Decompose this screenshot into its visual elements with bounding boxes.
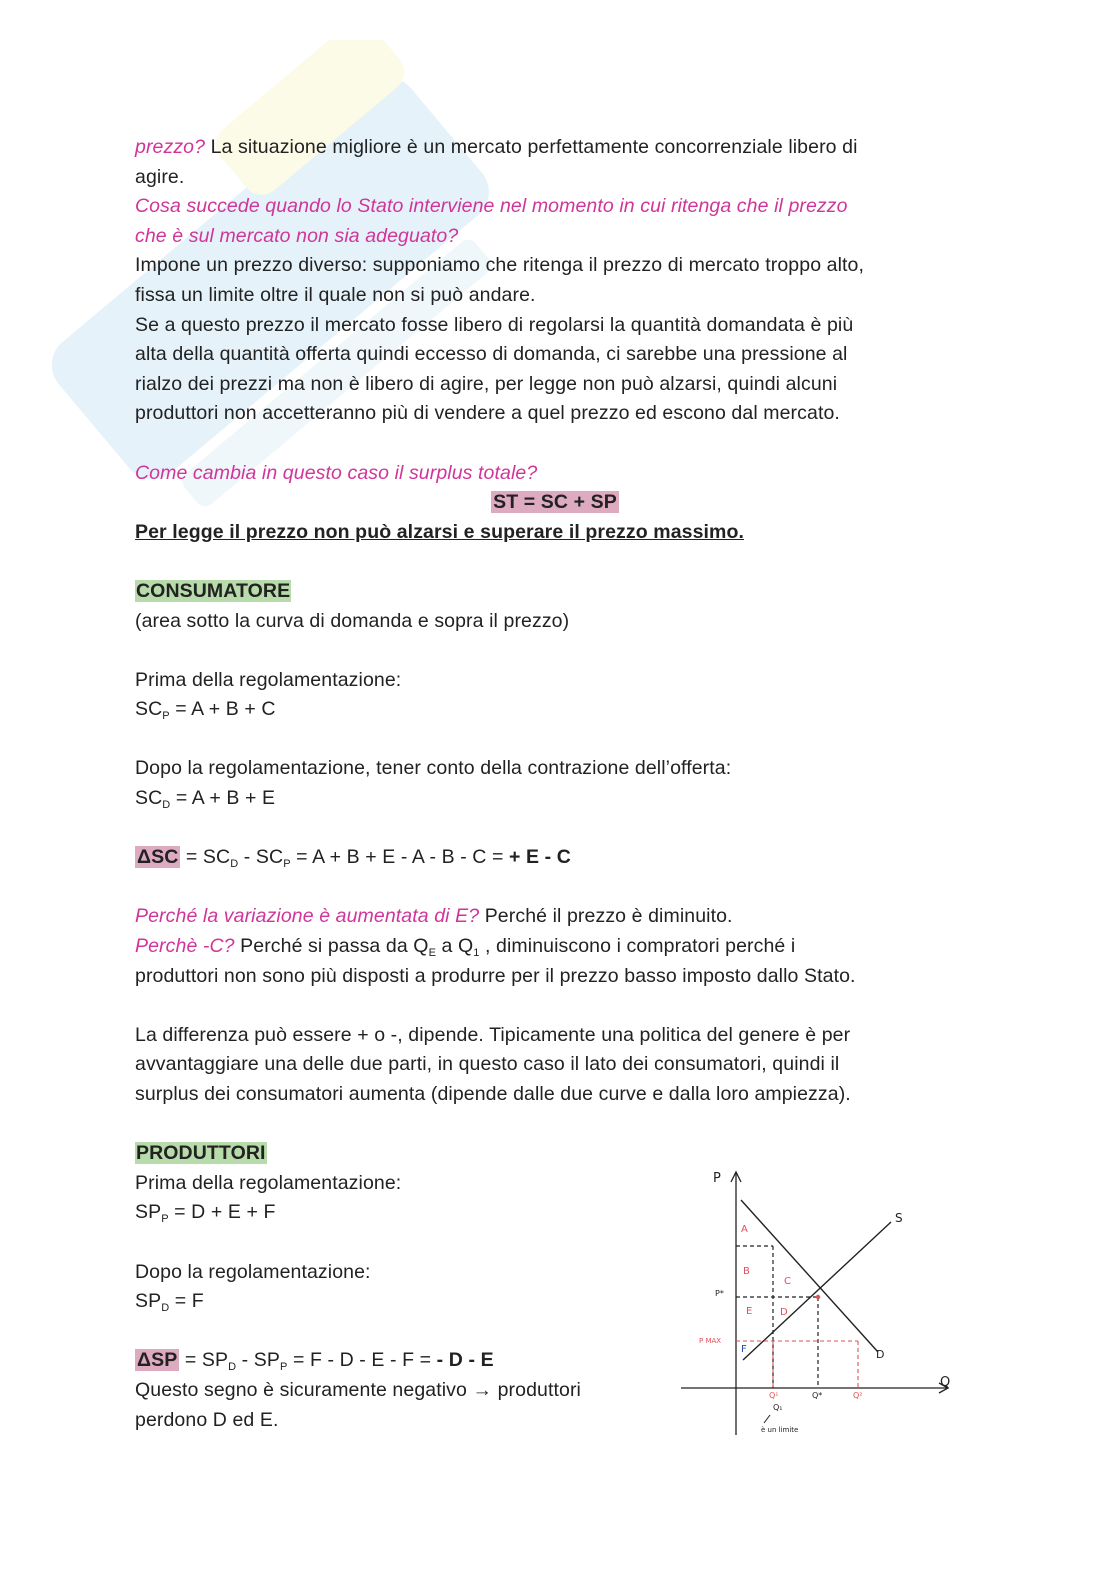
supply-curve bbox=[743, 1222, 891, 1360]
producer-delta-formula: $\Delta SP = SP_D - SP_P = F - D - E - F$ = - D - E bbox=[137, 1349, 494, 1374]
q1-label: Q¹ bbox=[769, 1391, 779, 1400]
consumer-after-label: Dopo la regolamentazione, tener conto della contrazione dell’offerta: bbox=[135, 757, 732, 780]
area-c: C bbox=[784, 1276, 791, 1287]
pe-label: P* bbox=[715, 1289, 724, 1298]
producer-conclusion-line1: Questo segno è sicuramente negativo → produttori bbox=[135, 1378, 581, 1401]
formula-total-surplus: ST = SC + SP bbox=[493, 491, 617, 514]
question-state-line2: che è sul mercato non sia adeguato? bbox=[135, 224, 459, 247]
question-text: prezzo? bbox=[135, 136, 206, 158]
producer-spp-formula: $SP_P = D + E + F$ bbox=[135, 1201, 276, 1226]
demand-label: D bbox=[876, 1348, 885, 1361]
area-b: B bbox=[743, 1266, 750, 1277]
area-a: A bbox=[741, 1224, 748, 1235]
law-rule: Per legge il prezzo non può alzarsi e superare il prezzo massimo. bbox=[135, 520, 745, 543]
price-ceiling-diagram bbox=[673, 1160, 963, 1450]
producer-after-label: Dopo la regolamentazione: bbox=[135, 1260, 371, 1283]
qd-label: Q² bbox=[853, 1391, 863, 1400]
q1-caption: è un limite bbox=[761, 1426, 799, 1434]
paragraph-line: Se a questo prezzo il mercato fosse libero di regolarsi la quantità domandata è più bbox=[135, 313, 854, 336]
qe-label: Q* bbox=[812, 1391, 823, 1400]
consumer-delta-formula: $\Delta SC = SC_D - SC_P = A + B + E - A - B - C$ = + E - C bbox=[137, 846, 571, 871]
equilibrium-point bbox=[816, 1295, 820, 1299]
why-minus-c-line1: Perchè -C? Perché si passa da $Q_E$ a $Q_1$ , diminuiscono i compratori perché i bbox=[135, 935, 796, 960]
area-f: F bbox=[741, 1344, 747, 1355]
paragraph-line: Impone un prezzo diverso: supponiamo che ritenga il prezzo di mercato troppo alto, bbox=[135, 254, 865, 277]
supply-label: S bbox=[895, 1211, 903, 1225]
paragraph-line: produttori non accetteranno più di vendere a quel prezzo ed escono dal mercato. bbox=[135, 402, 840, 425]
paragraph-line: La differenza può essere + o -, dipende. Tipicamente una politica del genere è per bbox=[135, 1023, 851, 1046]
q1-note-pointer bbox=[764, 1415, 770, 1423]
why-increase-e: Perché la variazione è aumentata di E? Perché il prezzo è diminuito. bbox=[135, 905, 733, 928]
heading-consumatore: CONSUMATORE bbox=[136, 579, 291, 602]
producer-conclusion-line2: perdono D ed E. bbox=[135, 1408, 279, 1431]
consumer-before-label: Prima della regolamentazione: bbox=[135, 668, 402, 691]
consumer-area-description: (area sotto la curva di domanda e sopra il prezzo) bbox=[135, 609, 570, 632]
producer-before-label: Prima della regolamentazione: bbox=[135, 1171, 402, 1194]
question-state-line1: Cosa succede quando lo Stato interviene nel momento in cui ritenga che il prezzo bbox=[135, 195, 848, 218]
producer-spd-formula: $SP_D = F$ bbox=[135, 1290, 204, 1315]
why-minus-c-line2: produttori non sono più disposti a produrre per il prezzo basso imposto dallo Stato. bbox=[135, 964, 856, 987]
consumer-scp-formula: $SC_P = A + B + C$ bbox=[135, 698, 276, 723]
q1-note: Q₁ bbox=[773, 1403, 783, 1412]
paragraph-line: surplus dei consumatori aumenta (dipende dalle due curve e dalla loro ampiezza). bbox=[135, 1083, 851, 1105]
axis-label-q: Q bbox=[940, 1375, 951, 1390]
demand-curve bbox=[741, 1200, 878, 1352]
paragraph-line: fissa un limite oltre il quale non si può andare. bbox=[135, 283, 536, 306]
paragraph-line: rialzo dei prezzi ma non è libero di agire, per legge non può alzarsi, quindi alcuni bbox=[135, 372, 838, 395]
area-e: E bbox=[746, 1306, 753, 1317]
paragraph-intro-line2: agire. bbox=[135, 165, 185, 188]
heading-produttori: PRODUTTORI bbox=[136, 1142, 266, 1165]
pmax-label: P MAX bbox=[699, 1337, 722, 1345]
question-surplus: Come cambia in questo caso il surplus totale? bbox=[135, 461, 538, 484]
paragraph-line: alta della quantità offerta quindi eccesso di domanda, ci sarebbe una pressione al bbox=[135, 343, 848, 366]
paragraph-line: avvantaggiare una delle due parti, in questo caso il lato dei consumatori, quindi il bbox=[135, 1053, 840, 1076]
axis-label-p: P bbox=[713, 1171, 721, 1186]
area-d: D bbox=[780, 1307, 788, 1318]
paragraph-intro-line1: prezzo? La situazione migliore è un mercato perfettamente concorrenziale libero di bbox=[135, 136, 858, 158]
consumer-scd-formula: $SC_D = A + B + E$ bbox=[135, 787, 276, 812]
